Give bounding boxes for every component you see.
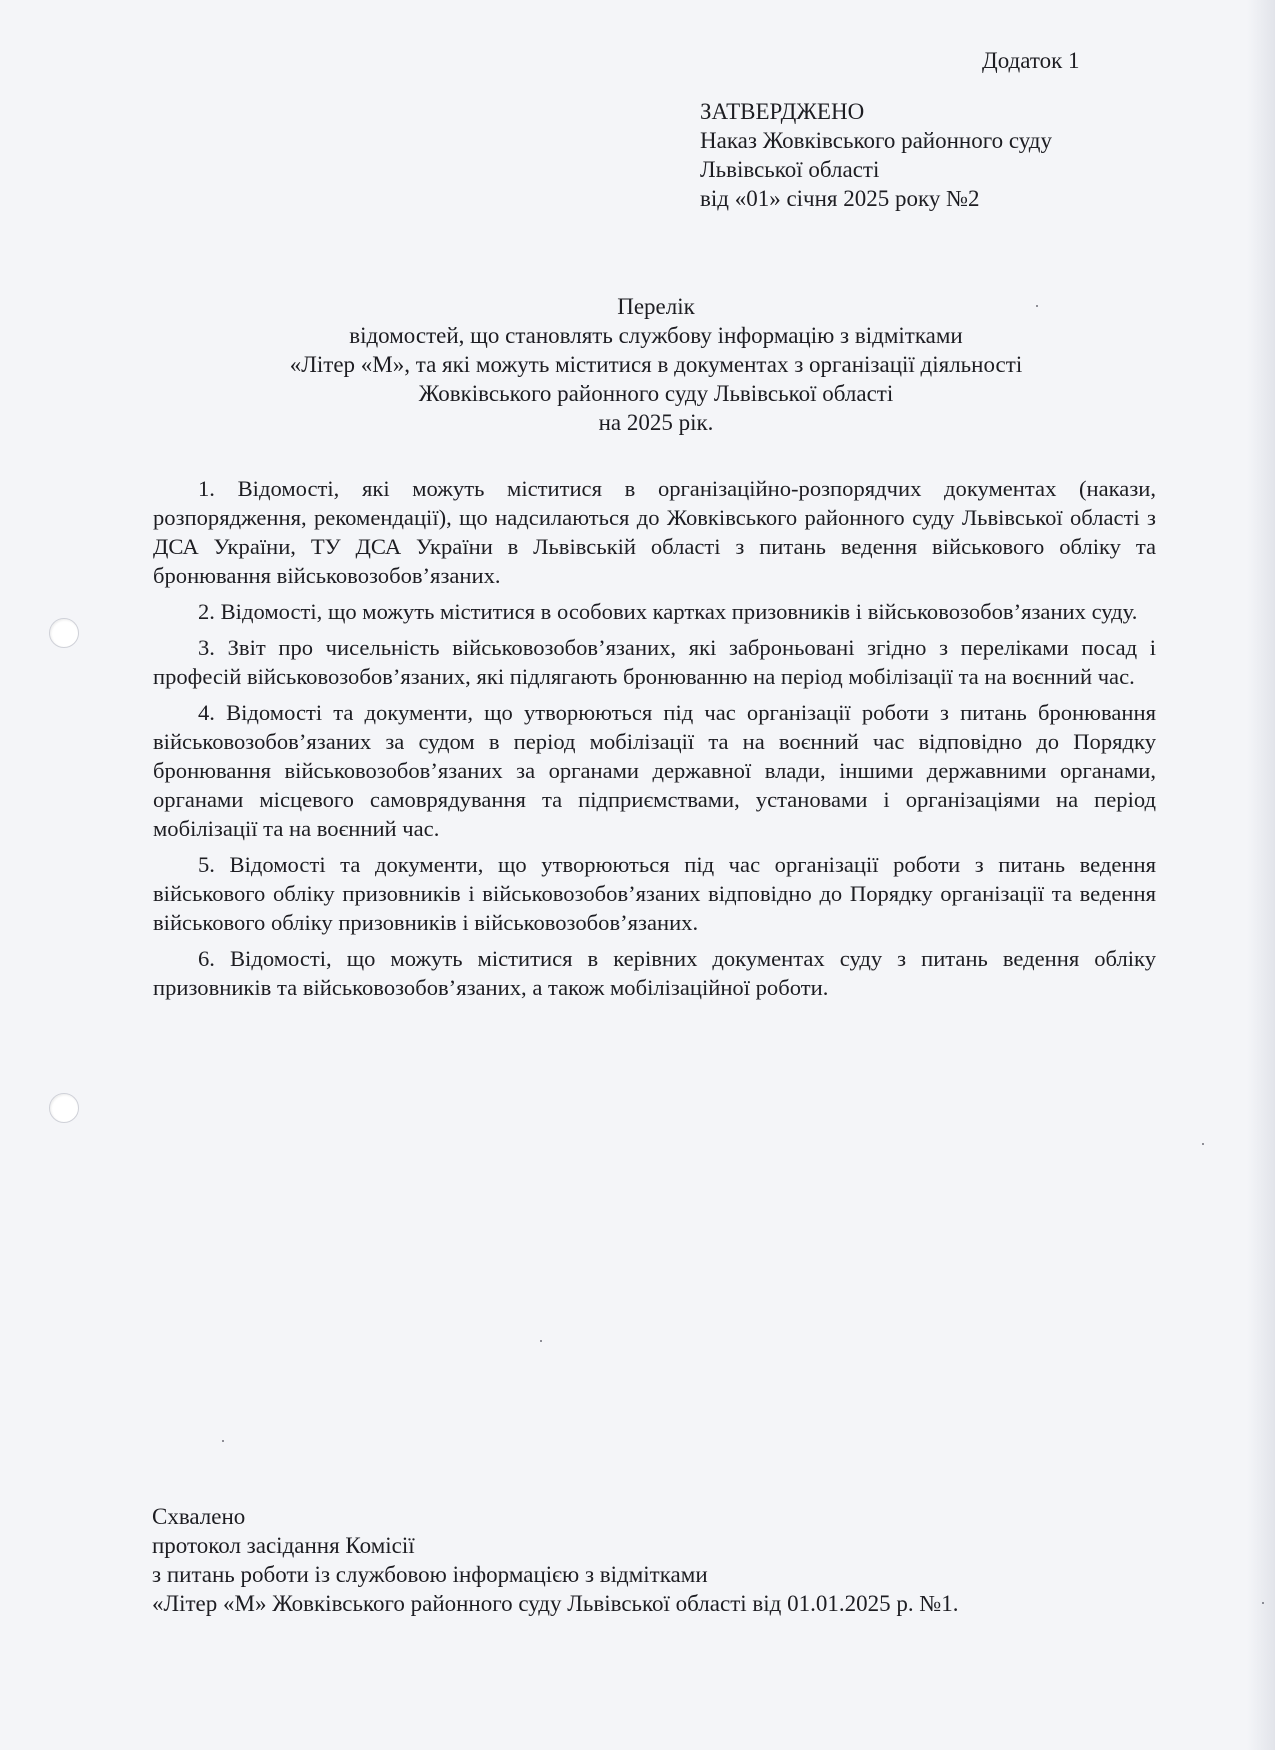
punch-hole-top: [49, 618, 79, 648]
list-item: [153, 633, 1156, 691]
scan-speck: [540, 1340, 542, 1342]
approved-by-heading: Схвалено: [152, 1504, 246, 1529]
title-line: Жовківського районного суду Львівської області: [418, 381, 894, 406]
appendix-label: Додаток 1: [982, 48, 1080, 73]
approved-by-block: [152, 1502, 959, 1618]
list-item: [153, 850, 1156, 937]
title-line: на 2025 рік.: [598, 410, 714, 435]
title-line: «Літер «М», та які можуть міститися в документах з організації діяльності: [289, 352, 1023, 377]
item-number: 5.: [198, 852, 215, 877]
list-item: [153, 474, 1156, 590]
item-text: Відомості, що можуть міститися в особових картках призовників і військовозобов’язаних суду.: [220, 599, 1138, 624]
title-line: відомостей, що становлять службову інформацію з відмітками: [349, 323, 963, 348]
item-text: Відомості та документи, що утворюються під час організації роботи з питань бронювання військовозобов’язаних за судом в період мобілізації та на воєнний час відповідно до Порядку бронювання військовозобов’язаних за органами державної влади, іншими державними органами, органами місцевого самоврядування та підприємствами, установами і організаціями на період мобілізації та на воєнний час.: [153, 700, 1156, 841]
approval-block: [700, 97, 1052, 213]
scan-speck: [1262, 1602, 1264, 1604]
approval-order: Наказ Жовківського районного суду: [700, 128, 1052, 153]
item-text: Відомості, які можуть міститися в організаційно-розпорядчих документах (накази, розпорядження, рекомендації), що надсилаються до Жовківського районного суду Львівської області з ДСА України, ТУ ДСА України в Львівській області з питань ведення військового обліку та бронювання військовозобов’язаних.: [153, 476, 1156, 588]
page-edge-shadow: [1247, 0, 1275, 1750]
approval-region: Львівської області: [700, 157, 880, 182]
approved-by-line: «Літер «М» Жовківського районного суду Львівської області від 01.01.2025 р. №1.: [152, 1591, 959, 1616]
item-text: Відомості, що можуть міститися в керівних документах суду з питань ведення обліку призовників та військовозобов’язаних, а також мобілізаційної роботи.: [153, 946, 1156, 1000]
list-item: [153, 944, 1156, 1002]
list-item: [153, 698, 1156, 843]
item-number: 2.: [198, 599, 215, 624]
item-number: 6.: [198, 946, 215, 971]
item-text: Звіт про чисельність військовозобов’язаних, які заброньовані згідно з переліками посад і професій військовозобов’язаних, які підлягають бронюванню на період мобілізації та на воєнний час.: [153, 635, 1156, 689]
scan-speck: [1202, 1143, 1204, 1145]
item-text: Відомості та документи, що утворюються під час організації роботи з питань ведення військового обліку призовників і військовозобов’язаних відповідно до Порядку організації та ведення військового обліку призовників і військовозобов’язаних.: [153, 852, 1156, 935]
approval-date: від «01» січня 2025 року №2: [700, 186, 980, 211]
item-number: 4.: [198, 700, 215, 725]
items-list: [153, 474, 1156, 1009]
scan-speck: [222, 1440, 224, 1442]
item-number: 1.: [198, 476, 215, 501]
title-line: Перелік: [617, 294, 695, 319]
approval-heading: ЗАТВЕРДЖЕНО: [700, 99, 865, 124]
punch-hole-bottom: [49, 1093, 79, 1123]
approved-by-line: протокол засідання Комісії: [152, 1533, 415, 1558]
list-item: [153, 597, 1156, 626]
document-title: [150, 292, 1162, 437]
item-number: 3.: [198, 635, 215, 660]
approved-by-line: з питань роботи із службовою інформацією з відмітками: [152, 1562, 708, 1587]
